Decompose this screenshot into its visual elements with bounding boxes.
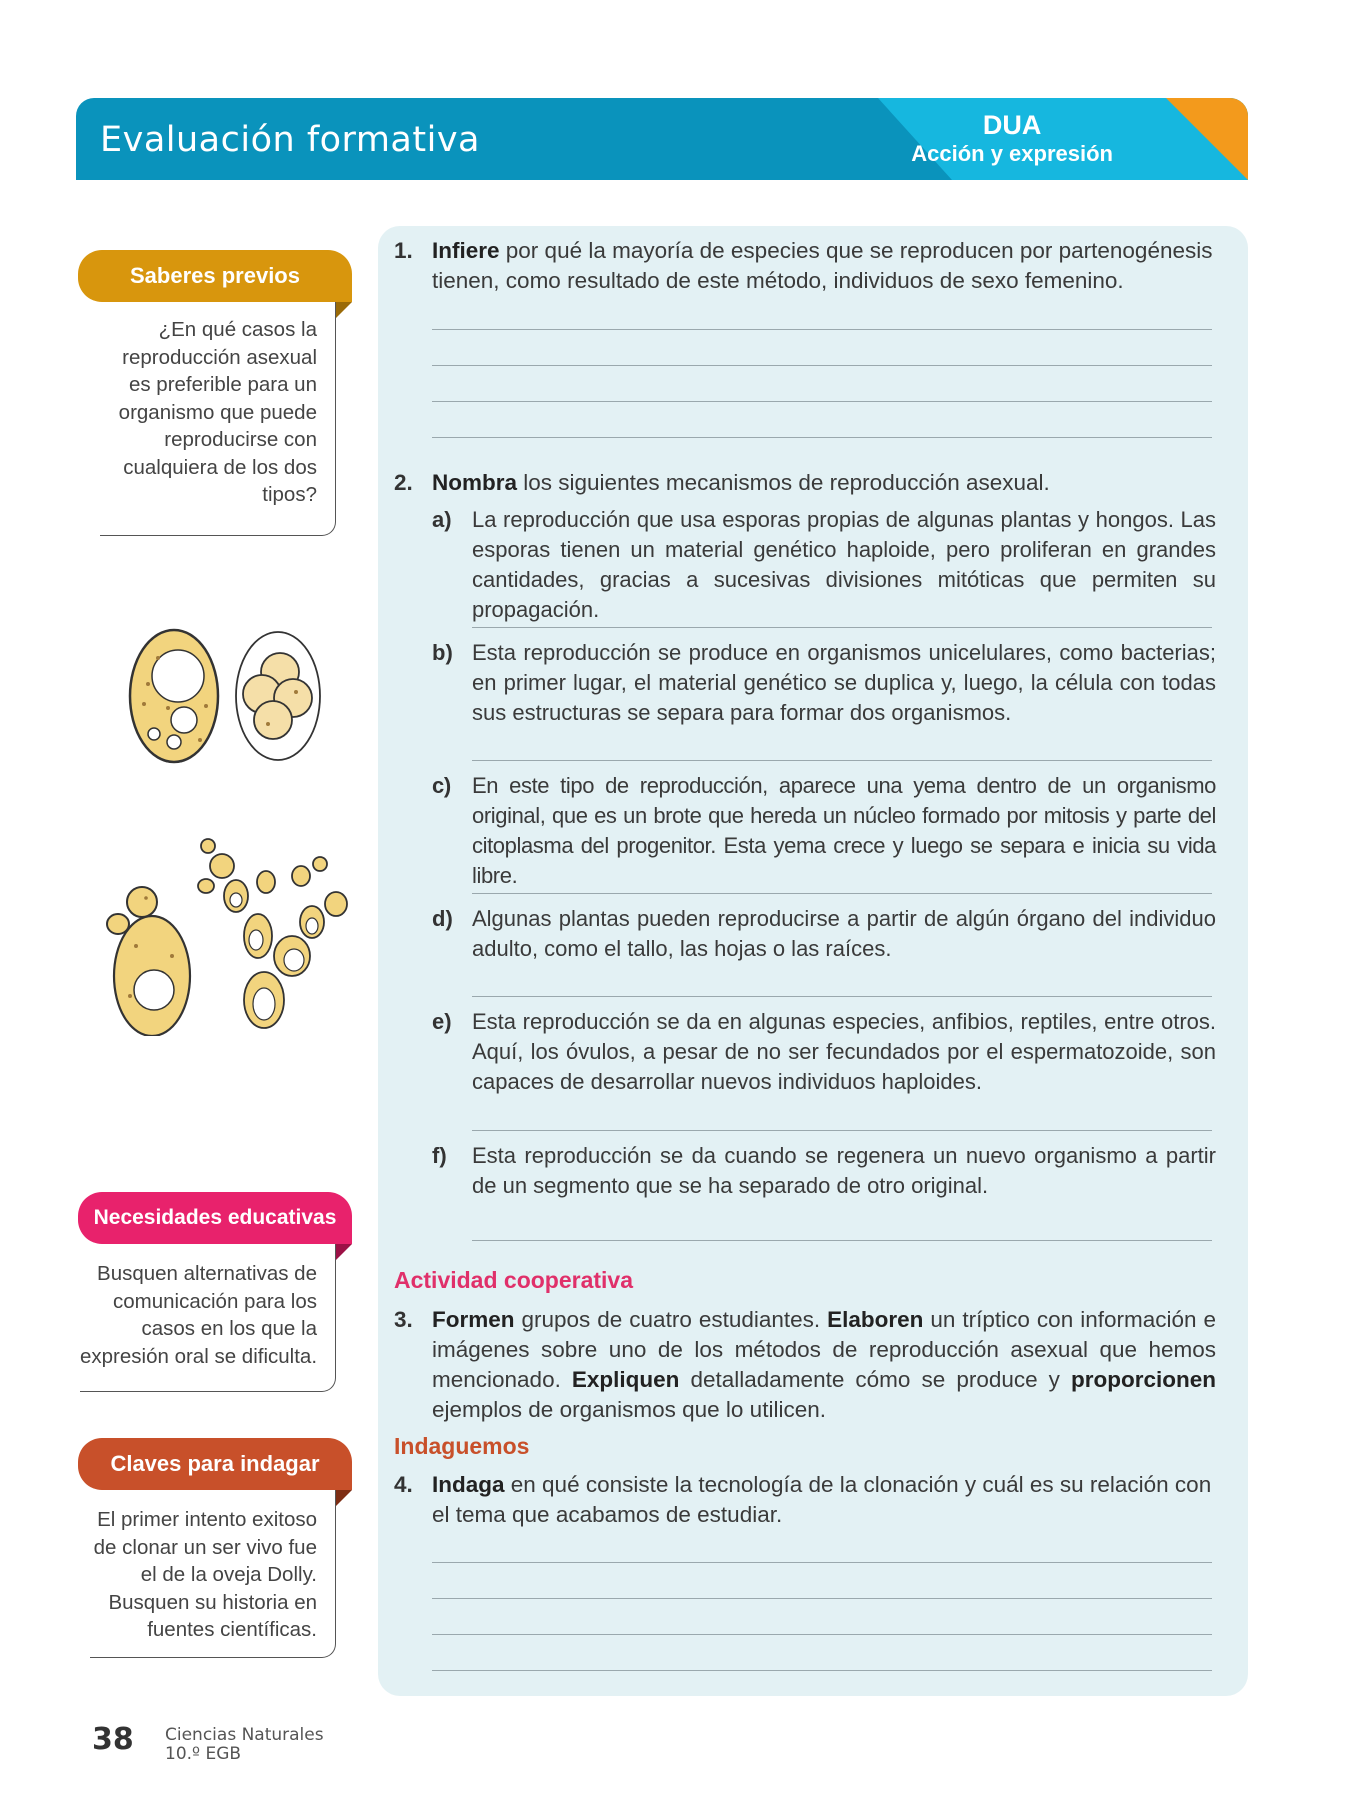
- q3-verb-expliquen: Expliquen: [571, 1367, 680, 1392]
- question-2e: [432, 1007, 1216, 1097]
- budding-cell: [107, 887, 190, 1036]
- q3-verb-elaboren: Elaboren: [827, 1307, 924, 1332]
- item-text: Algunas plantas pueden reproducirse a partir de algún órgano del individuo adulto, como el tallo, las hojas o las raíces.: [472, 906, 1216, 961]
- item-text: Esta reproducción se da cuando se regenera un nuevo organismo a partir de un segmento que se ha separado de otro original.: [472, 1143, 1216, 1198]
- answer-line[interactable]: [432, 1598, 1212, 1599]
- question-4-text: en qué consiste la tecnología de la clonación y cuál es su relación con el tema que acabamos de estudiar.: [432, 1472, 1212, 1527]
- answer-line[interactable]: [432, 1634, 1212, 1635]
- item-text: La reproducción que usa esporas propias de algunas plantas y hongos. Las esporas tienen un material genético haploide, pero proliferan en grandes cantidades, gracias a sucesivas divisiones mitóticas que permiten su propagación.: [472, 507, 1216, 622]
- question-2a: [432, 505, 1216, 625]
- dua-title: DUA: [982, 110, 1042, 140]
- q3-verb-formen: Formen: [432, 1307, 515, 1332]
- question-2: [394, 468, 1216, 498]
- question-2d: [432, 904, 1216, 964]
- claves-para-indagar-tab: Claves para indagar: [78, 1438, 352, 1490]
- dua-subtitle: Acción y expresión: [911, 141, 1113, 166]
- claves-para-indagar-text: El primer intento exitoso de clonar un ser vivo fue el de la oveja Dolly. Busquen su historia en fuentes científicas.: [90, 1490, 336, 1658]
- question-2-number: 2.: [394, 470, 413, 495]
- question-4-number: 4.: [394, 1472, 413, 1497]
- answer-line[interactable]: [472, 627, 1212, 628]
- question-2f: [432, 1141, 1216, 1201]
- question-1-number: 1.: [394, 238, 413, 263]
- item-letter: e): [432, 1009, 452, 1034]
- dua-badge: [911, 110, 1113, 168]
- subject-name: Ciencias Naturales: [165, 1725, 324, 1745]
- necesidades-educativas-tab: Necesidades educativas: [78, 1192, 352, 1244]
- question-4: [394, 1470, 1216, 1530]
- cooperativa-title: Actividad cooperativa: [394, 1267, 634, 1293]
- item-text: En este tipo de reproducción, aparece una yema dentro de un organismo original, que es un brote que hereda un núcleo formado por mitosis y parte del citoplasma del progenitor. Esta yema crece y luego se separa e inicia su vida libre.: [472, 773, 1216, 888]
- saberes-previos-text: ¿En qué casos la reproducción asexual es preferible para un organismo que puede reproducirse con cualquiera de los dos tipos?: [100, 302, 336, 536]
- item-letter: f): [432, 1143, 447, 1168]
- question-2-verb: Nombra: [432, 470, 518, 495]
- item-letter: c): [432, 773, 451, 798]
- answer-line[interactable]: [472, 1130, 1212, 1131]
- page-title: Evaluación formativa: [100, 120, 480, 160]
- answer-line[interactable]: [472, 893, 1212, 894]
- question-1-text: por qué la mayoría de especies que se reproducen por partenogénesis tienen, como resultado de este método, individuos de sexo femenino.: [432, 238, 1213, 293]
- saberes-fold: [336, 302, 352, 318]
- answer-line[interactable]: [472, 1240, 1212, 1241]
- item-letter: d): [432, 906, 453, 931]
- q3-text-2: un tríptico con información e imágenes sobre uno de los métodos de reproducción asexual que hemos mencionado.: [432, 1307, 1216, 1392]
- answer-line[interactable]: [432, 365, 1212, 366]
- answer-line[interactable]: [432, 329, 1212, 330]
- question-3: [394, 1305, 1216, 1425]
- saberes-previos-tab: Saberes previos: [78, 250, 352, 302]
- answer-line[interactable]: [472, 996, 1212, 997]
- cell-illustration-top: [118, 624, 328, 774]
- answer-line[interactable]: [432, 401, 1212, 402]
- answer-line[interactable]: [432, 1670, 1212, 1671]
- q3-text-4: ejemplos de organismos que lo utilicen.: [432, 1397, 826, 1422]
- answer-line[interactable]: [432, 1562, 1212, 1563]
- item-text: Esta reproducción se da en algunas especies, anfibios, reptiles, entre otros. Aquí, los óvulos, a pesar de no ser fecundados por el espermatozoide, son capaces de desarrollar nuevos individuos haploides.: [472, 1009, 1216, 1094]
- question-4-verb: Indaga: [432, 1472, 505, 1497]
- necesidades-educativas-text: Busquen alternativas de comunicación para los casos en los que la expresión oral se dificulta.: [80, 1244, 336, 1392]
- footer-subject: [165, 1726, 324, 1764]
- spore-cell: [130, 630, 218, 762]
- item-letter: b): [432, 640, 453, 665]
- item-text: Esta reproducción se produce en organismos unicelulares, como bacterias; en primer lugar, el material genético se duplica y, luego, la célula con todas sus estructuras se separa para formar dos organismos.: [472, 640, 1216, 725]
- item-letter: a): [432, 507, 452, 532]
- cell-illustration-bottom: [106, 836, 366, 1036]
- page-number: 38: [92, 1722, 134, 1757]
- answer-line[interactable]: [472, 760, 1212, 761]
- q3-text-3: detalladamente cómo se produce y: [679, 1367, 1071, 1392]
- question-1: [394, 236, 1216, 296]
- question-2c: [432, 771, 1216, 891]
- grade-level: 10.º EGB: [165, 1744, 242, 1764]
- indaguemos-title: Indaguemos: [394, 1433, 530, 1459]
- question-3-number: 3.: [394, 1307, 413, 1332]
- question-2-text: los siguientes mecanismos de reproducción asexual.: [517, 470, 1050, 495]
- q3-text-1: grupos de cuatro estudiantes.: [514, 1307, 828, 1332]
- fission-cell: [236, 632, 320, 760]
- q3-verb-proporcionen: proporcionen: [1071, 1367, 1216, 1392]
- answer-line[interactable]: [432, 437, 1212, 438]
- question-2b: [432, 638, 1216, 728]
- page-header: [76, 98, 1248, 180]
- question-1-verb: Infiere: [432, 238, 500, 263]
- necesidades-fold: [336, 1244, 352, 1260]
- claves-fold: [336, 1490, 352, 1506]
